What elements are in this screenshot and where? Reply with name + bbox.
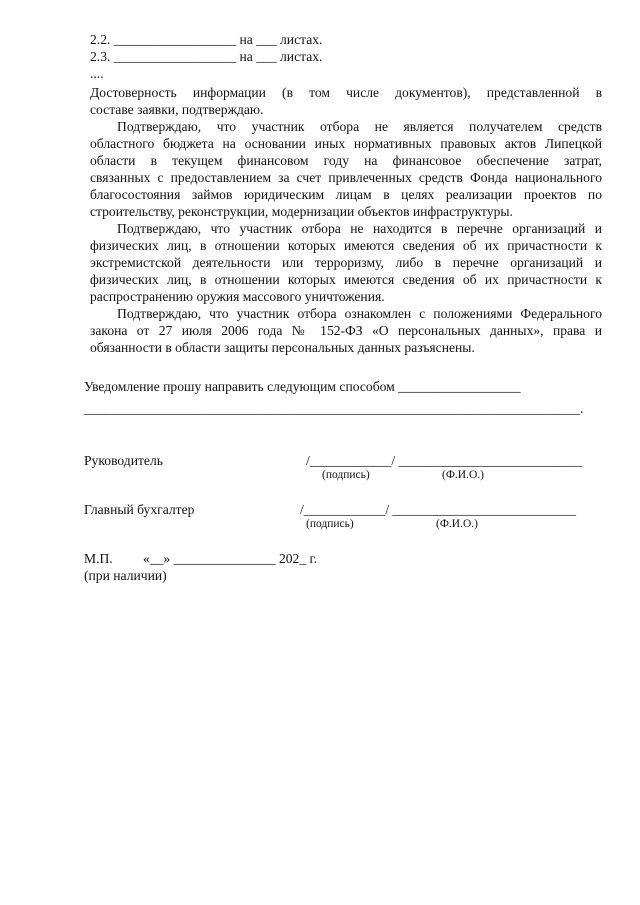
paragraph-line: областного бюджета на основании иных нормативных правовых актов Липецкой [90, 136, 602, 151]
notification-line: _________________________________________________________________________. [84, 401, 584, 416]
list-ellipsis: .... [90, 66, 104, 81]
paragraph-line: области в текущем финансовом году на финансовое обеспечение затрат, [90, 153, 602, 168]
name-caption: (Ф.И.О.) [442, 469, 484, 481]
paragraph-line: связанных с предоставлением за счет привлеченных средств Фонда национального [90, 170, 602, 185]
list-item-2-2: 2.2. __________________ на ___ листах. [90, 32, 323, 47]
list-item-2-3: 2.3. __________________ на ___ листах. [90, 49, 323, 64]
notification-label: Уведомление прошу направить следующим способом __________________ [84, 379, 521, 394]
stamp-note: (при наличии) [84, 568, 167, 583]
paragraph-line: обязанности в области защиты персональных данных разъяснены. [90, 340, 475, 355]
paragraph-line: распространению оружия массового уничтожения. [90, 289, 385, 304]
signature-role: Руководитель [84, 453, 163, 468]
signature-line: /____________/ ___________________________ [306, 453, 583, 468]
paragraph-line: закона от 27 июля 2006 года № 152-ФЗ «О персональных данных», права и [90, 323, 602, 338]
signature-line: /____________/ ___________________________ [300, 502, 577, 517]
signature-caption: (подпись) [306, 518, 354, 530]
paragraph-line: составе заявки, подтверждаю. [90, 102, 264, 117]
paragraph-line: физических лиц, в отношении которых имеются сведения об их причастности к [90, 238, 602, 253]
paragraph-line: благосостояния займов юридическим лицам в целях реализации проектов по [90, 187, 602, 202]
paragraph-line: Подтверждаю, что участник отбора ознакомлен с положениями Федерального [117, 306, 602, 321]
paragraph-line: Подтверждаю, что участник отбора не является получателем средств [117, 119, 602, 134]
signature-role: Главный бухгалтер [84, 502, 195, 517]
paragraph-line: физических лиц, в отношении которых имеются сведения об их причастности к [90, 272, 602, 287]
paragraph-line: экстремистской деятельности или терроризму, либо в перечне организаций и [90, 255, 602, 270]
date-line: «__» _______________ 202_ г. [143, 551, 317, 566]
signature-caption: (подпись) [322, 469, 370, 481]
paragraph-line: Подтверждаю, что участник отбора не находится в перечне организаций и [117, 221, 602, 236]
stamp-label: М.П. [84, 551, 113, 566]
name-caption: (Ф.И.О.) [436, 518, 478, 530]
paragraph-line: строительству, реконструкции, модернизации объектов инфраструктуры. [90, 204, 513, 219]
paragraph-line: Достоверность информации (в том числе документов), представленной в [90, 85, 602, 100]
